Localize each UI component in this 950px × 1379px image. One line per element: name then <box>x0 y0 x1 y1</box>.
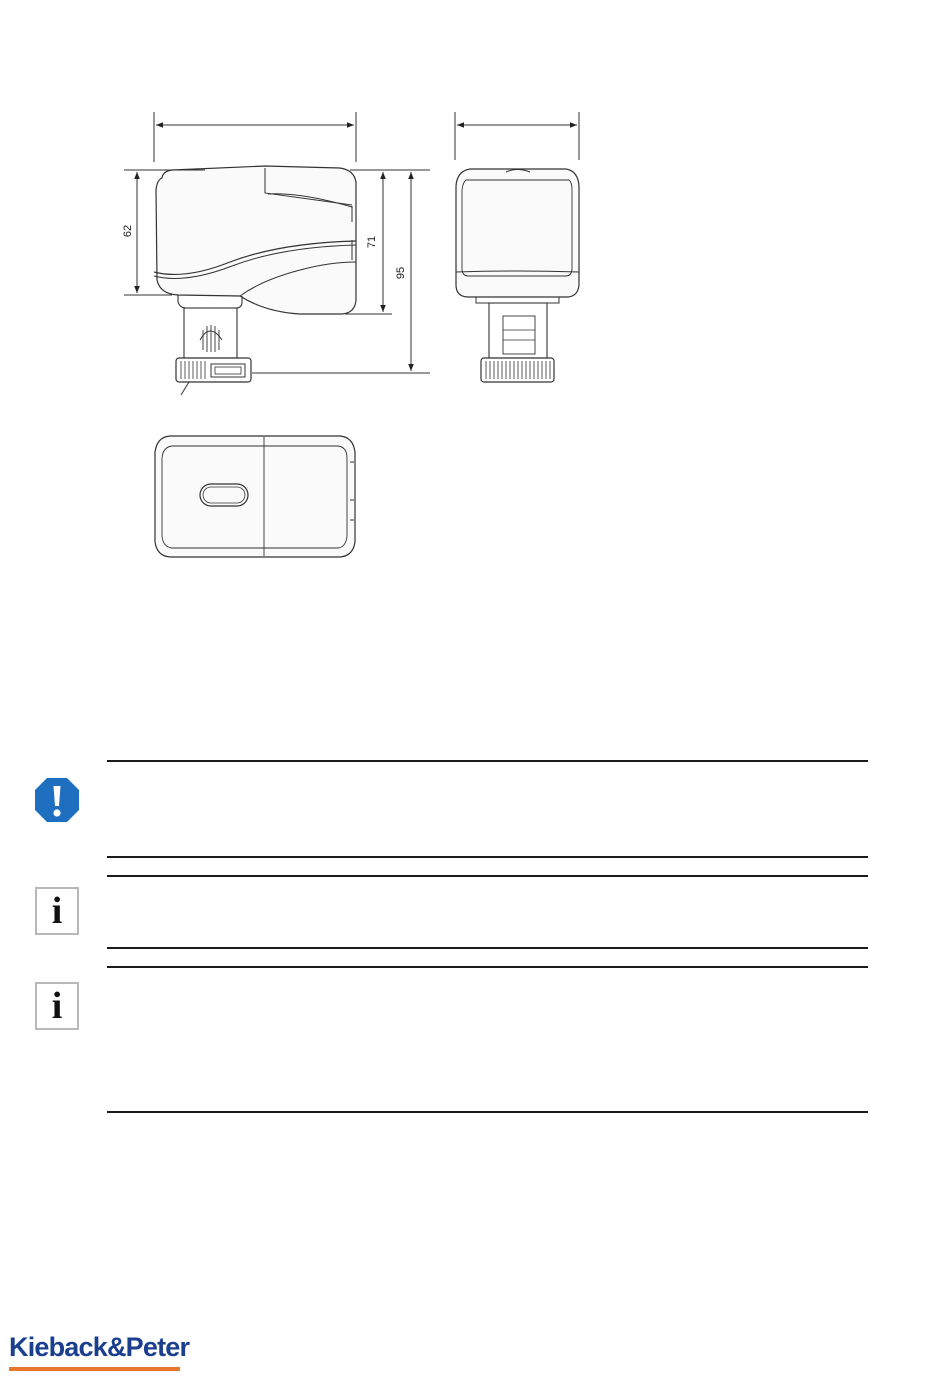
dimension-drawing <box>0 0 950 620</box>
brand-logo-underline <box>9 1367 180 1371</box>
brand-logo: Kieback&Peter <box>9 1332 190 1362</box>
dim-label-71: 71 <box>366 235 378 249</box>
notice-rule-bottom-2 <box>107 947 868 949</box>
top-view <box>155 436 355 557</box>
info-icon: i <box>35 982 79 1030</box>
notice-rule-bottom-1 <box>107 856 868 858</box>
notice-rule-top-1 <box>107 760 868 762</box>
side-nut <box>176 358 251 382</box>
dim-label-95: 95 <box>395 266 407 280</box>
notice-rule-bottom-3 <box>107 1111 868 1113</box>
notice-rule-top-2 <box>107 875 868 877</box>
front-housing <box>456 169 579 297</box>
front-view <box>455 112 579 382</box>
front-nut <box>481 358 554 382</box>
dim-label-62: 62 <box>122 224 134 238</box>
side-housing <box>156 166 356 314</box>
top-housing <box>155 436 355 557</box>
notice-rule-top-3 <box>107 966 868 968</box>
side-view <box>124 112 430 395</box>
info-icon: i <box>35 887 79 935</box>
exclamation-icon <box>33 776 81 824</box>
